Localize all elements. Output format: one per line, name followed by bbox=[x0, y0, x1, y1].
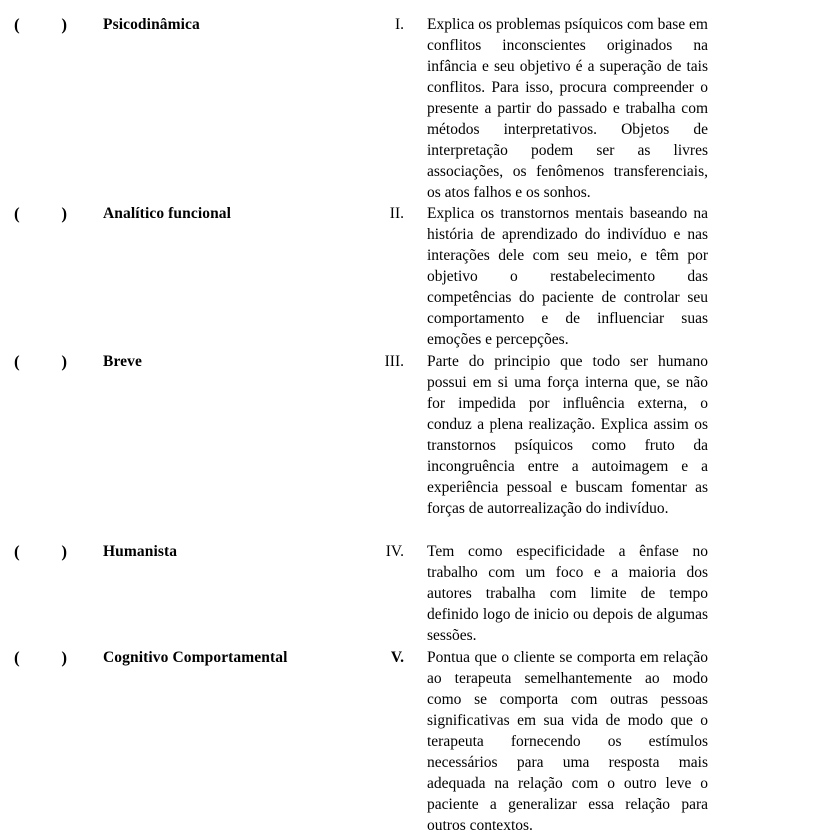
matching-row-left-column bbox=[0, 14, 355, 35]
answer-blank-1[interactable] bbox=[14, 14, 103, 35]
close-paren: ) bbox=[61, 204, 67, 223]
matching-row-left-column bbox=[0, 203, 355, 224]
answer-blank-4[interactable] bbox=[14, 541, 103, 562]
matching-row-left-column bbox=[0, 351, 355, 372]
description-text-v: Pontua que o cliente se comporta em relação ao terapeuta semelhantemente ao modo como se comporta com outras pessoas significativas em sua vida de modo que o terapeuta fornecendo os estímulos necessários para uma resposta mais adequada na relação com o outro leve o paciente a generalizar essa relação para outros contextos. bbox=[427, 649, 708, 834]
close-paren: ) bbox=[61, 352, 67, 371]
answer-blank-5[interactable] bbox=[14, 647, 103, 668]
answer-blank-2[interactable] bbox=[14, 203, 103, 224]
matching-row-left-column bbox=[0, 647, 355, 668]
roman-numeral-ii: II. bbox=[389, 205, 404, 222]
approach-name-breve: Breve bbox=[103, 353, 142, 370]
roman-numeral-iv: IV. bbox=[385, 543, 404, 560]
open-paren: ( bbox=[14, 542, 20, 561]
description-text-ii: Explica os transtornos mentais baseando na história de aprendizado do indivíduo e nas interações dele com seu meio, e têm por objetivo o restabelecimento das competências do paciente de controlar seu comportamento e de influenciar suas emoções e percepções. bbox=[427, 205, 708, 348]
description-text-iv: Tem como especificidade a ênfase no trabalho com um foco e a maioria dos autores trabalha com limite de tempo definido logo de inicio ou depois de algumas sessões. bbox=[427, 543, 708, 644]
matching-row bbox=[0, 647, 818, 836]
close-paren: ) bbox=[61, 542, 67, 561]
roman-numeral-i: I. bbox=[394, 16, 404, 33]
open-paren: ( bbox=[14, 352, 20, 371]
open-paren: ( bbox=[14, 204, 20, 223]
answer-blank-3[interactable] bbox=[14, 351, 103, 372]
close-paren: ) bbox=[61, 15, 67, 34]
approach-name-cognitivo-comportamental: Cognitivo Comportamental bbox=[103, 649, 288, 666]
description-text-i: Explica os problemas psíquicos com base em conflitos inconscientes originados na infância e seu objetivo é a superação de tais conflitos. Para isso, procura compreender o presente a partir do passado e trabalha com métodos interpretativos. Objetos de interpretação podem ser as livres associações, os fenômenos transferenciais, os atos falhos e os sonhos. bbox=[427, 16, 708, 201]
matching-row bbox=[0, 203, 818, 350]
approach-name-analitico-funcional: Analítico funcional bbox=[103, 205, 232, 222]
roman-numeral-v: V. bbox=[390, 649, 404, 666]
matching-row bbox=[0, 541, 818, 646]
matching-row bbox=[0, 14, 818, 203]
open-paren: ( bbox=[14, 648, 20, 667]
matching-row-left-column bbox=[0, 541, 355, 562]
approach-name-psicodinamica: Psicodinâmica bbox=[103, 16, 200, 33]
description-text-iii: Parte do principio que todo ser humano possui em si uma força interna que, se não for impedida por influência externa, o conduz a plena realização. Explica assim os transtornos psíquicos como fruto da incongruência entre a autoimagem e a experiência pessoal e buscam fomentar as forças de autorrealização do indivíduo. bbox=[427, 353, 708, 517]
roman-numeral-iii: III. bbox=[384, 353, 404, 370]
approach-name-humanista: Humanista bbox=[103, 543, 178, 560]
close-paren: ) bbox=[61, 648, 67, 667]
open-paren: ( bbox=[14, 15, 20, 34]
matching-row bbox=[0, 351, 818, 519]
